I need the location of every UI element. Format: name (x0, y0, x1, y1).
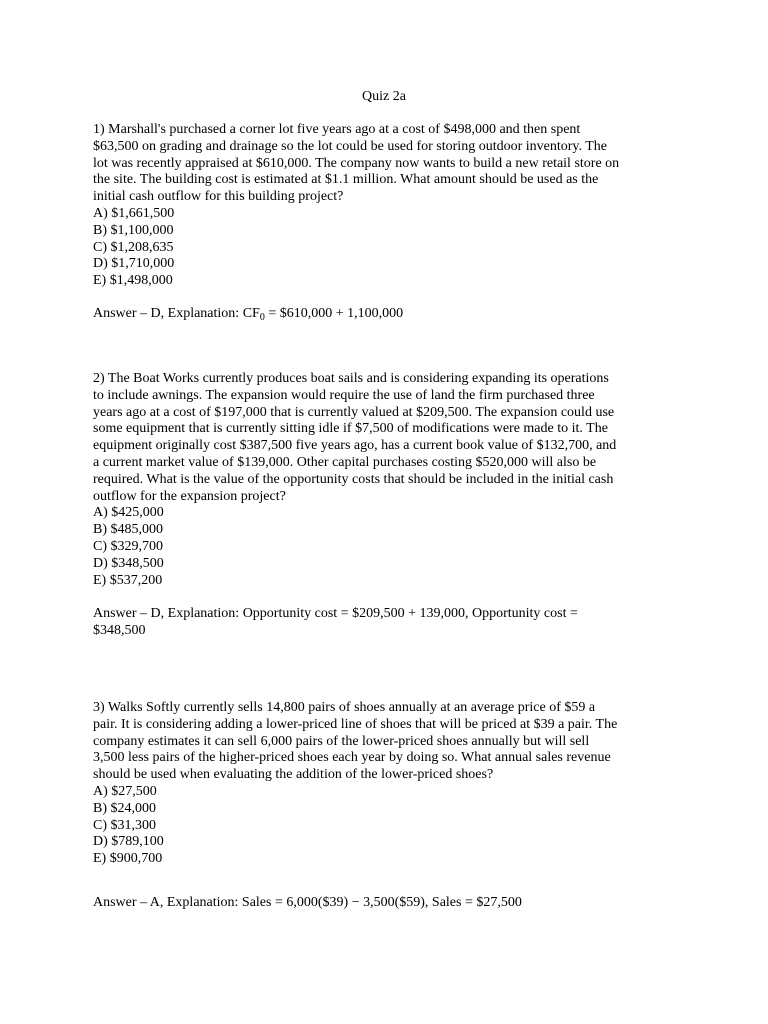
question-2-option-c: C) $329,700 (93, 538, 163, 554)
question-1-line-3: lot was recently appraised at $610,000. The company now wants to build a new retail store on (93, 155, 620, 171)
question-2-option-b: B) $485,000 (93, 522, 163, 538)
question-1-option-e: E) $1,498,000 (93, 273, 173, 289)
question-2-line-7: required. What is the value of the opportunity costs that should be included in the initial cash (93, 471, 614, 487)
question-3-line-2: pair. It is considering adding a lower-priced line of shoes that will be priced at $39 a pair. The (93, 716, 618, 732)
question-1 (93, 122, 693, 290)
question-2-option-e: E) $537,200 (93, 572, 163, 588)
question-2-line-6: a current market value of $139,000. Other capital purchases costing $520,000 will also be (93, 454, 597, 470)
question-3-line-5: should be used when evaluating the addition of the lower-priced shoes? (93, 767, 494, 783)
question-2-answer-line-2: $348,500 (93, 622, 146, 638)
question-1-line-4: the site. The building cost is estimated at $1.1 million. What amount should be used as the (93, 172, 599, 188)
question-1-answer-line (93, 306, 693, 324)
question-3 (93, 700, 693, 868)
question-2-line-1: 2) The Boat Works currently produces boat sails and is considering expanding its operations (93, 371, 609, 386)
question-2-line-8: outflow for the expansion project? (93, 488, 286, 504)
question-2-answer-line-1: Answer – D, Explanation: Opportunity cost = $209,500 + 139,000, Opportunity cost = (93, 606, 578, 621)
question-3-option-d: D) $789,100 (93, 834, 164, 850)
question-2 (93, 371, 693, 589)
question-1-line-1: 1) Marshall's purchased a corner lot five years ago at a cost of $498,000 and then spent (93, 122, 581, 137)
question-3-answer-line-1: Answer – A, Explanation: Sales = 6,000($39) − 3,500($59), Sales = $27,500 (93, 895, 522, 910)
question-1-option-c: C) $1,208,635 (93, 239, 174, 255)
question-3-option-a: A) $27,500 (93, 783, 157, 799)
question-2-option-a: A) $425,000 (93, 505, 164, 521)
question-1-answer (93, 306, 693, 324)
answer-1-prefix: Answer – D, Explanation: CF (93, 306, 260, 321)
question-3-option-c: C) $31,300 (93, 817, 156, 833)
question-1-option-d: D) $1,710,000 (93, 256, 175, 272)
question-1-option-b: B) $1,100,000 (93, 222, 174, 238)
question-2-line-5: equipment originally cost $387,500 five years ago, has a current book value of $132,700, and (93, 438, 617, 454)
answer-1-subscript: 0 (259, 312, 265, 323)
question-2-line-2: to include awnings. The expansion would require the use of land the firm purchased three (93, 387, 595, 403)
question-3-line-1: 3) Walks Softly currently sells 14,800 pairs of shoes annually at an average price of $59 a (93, 700, 596, 715)
question-2-answer (93, 606, 693, 640)
question-3-answer (93, 895, 693, 912)
question-1-line-5: initial cash outflow for this building project? (93, 189, 344, 205)
question-3-line-4: 3,500 less pairs of the higher-priced shoes each year by doing so. What annual sales revenue (93, 750, 611, 766)
question-2-line-3: years ago at a cost of $197,000 that is currently valued at $209,500. The expansion could use (93, 404, 615, 420)
page-title: Quiz 2a (362, 89, 406, 104)
question-1-line-2: $63,500 on grading and drainage so the lot could be used for storing outdoor inventory. The (93, 138, 608, 154)
answer-1-suffix: = $610,000 + 1,100,000 (264, 306, 404, 321)
question-3-option-e: E) $900,700 (93, 851, 163, 867)
question-3-option-b: B) $24,000 (93, 800, 156, 816)
question-1-option-a: A) $1,661,500 (93, 205, 175, 221)
question-2-option-d: D) $348,500 (93, 555, 164, 571)
question-3-line-3: company estimates it can sell 6,000 pairs of the lower-priced shoes annually but will sell (93, 733, 590, 749)
question-2-line-4: some equipment that is currently sitting idle if $7,500 of modifications were made to it. The (93, 421, 608, 437)
